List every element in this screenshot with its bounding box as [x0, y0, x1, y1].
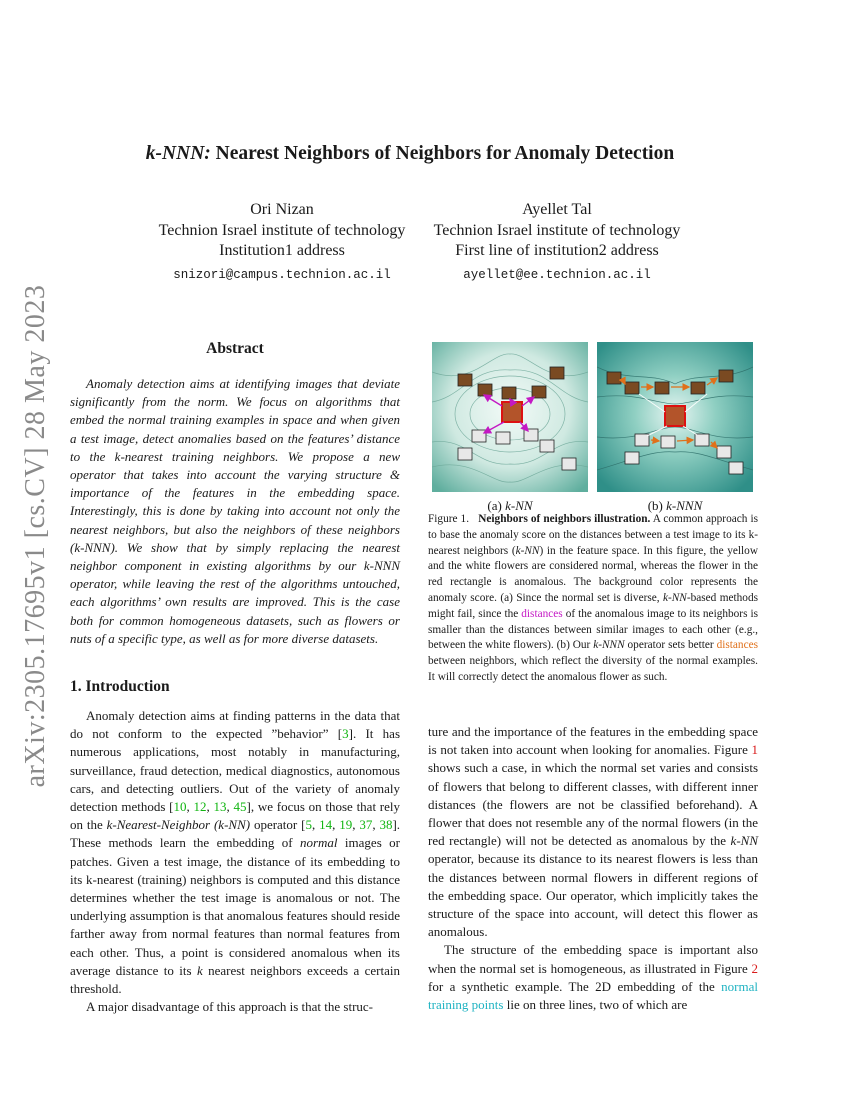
- citation-link[interactable]: 37: [359, 817, 373, 833]
- citation-link[interactable]: 12: [193, 799, 207, 815]
- citation-link[interactable]: 10: [173, 799, 187, 815]
- right-paragraph-1: ture and the importance of the features in the embedding space is not taken into account when looking for anomalies. Figure 1 shows such a case, in which the normal set varies and consists of flowers that belong to different classes, with different inner distances (the flowers are not be classified beforehand). A flower that does not resemble any of the normal flowers (in the red rectangle) will not be detected as anomalous by the k-NN operator, because its distance to its nearest flowers is less than the distances between normal flowers in different regions of the embedding space. Our operator, which implicitly takes the structure of the space into account, will detect this flower as anomalous.: [428, 724, 758, 940]
- author-affiliation: Technion Israel institute of technology: [158, 221, 406, 239]
- author-block-2: [412, 200, 702, 285]
- intro-body: [70, 707, 400, 1016]
- colored-term: distances: [521, 607, 563, 620]
- citation-link[interactable]: 5: [305, 817, 312, 833]
- paper-title: [70, 143, 750, 165]
- author-email: snizori@campus.technion.ac.il: [173, 267, 391, 282]
- colored-term: distances: [716, 639, 758, 652]
- arxiv-side-stamp: arXiv:2305.17695v1 [cs.CV] 28 May 2023: [20, 284, 51, 788]
- author-affiliation: Technion Israel institute of technology: [433, 221, 681, 239]
- title-text: Nearest Neighbors of Neighbors for Anomaly Detection: [210, 143, 675, 164]
- colored-term: normal training points: [428, 978, 758, 1013]
- author-block-1: [137, 200, 427, 285]
- author-name: Ori Nizan: [250, 201, 314, 218]
- intro-paragraph-1: Anomaly detection aims at finding patterns in the data that do not conform to the expected ”behavior” [3]. It has numerous applications, most notably in manufacturing, surveillance, fraud detection, medical diagnostics, autonomous cars, and detecting outliers. Out of the variety of anomaly detection methods [10, 12, 13, 45], we focus on those that rely on the k-Nearest-Neighbor (k-NN) operator [5, 14, 19, 37, 38]. These methods learn the embedding of normal images or patches. Given a test image, the distance of its embedding to its k-nearest (training) neighbors is computed and this distance determines whether the test image is anomalous or not. The underlying assumption is that anomalous features should reside farther away from normal features than normal features from each other. Thus, a point is considered anomalous when its average distance to its k nearest neighbors exceeds a certain threshold.: [70, 708, 401, 997]
- citation-link[interactable]: 19: [339, 817, 353, 833]
- figure-ref-link[interactable]: 2: [751, 960, 758, 976]
- figure-1a-image: [432, 342, 588, 492]
- author-address: First line of institution2 address: [455, 242, 659, 259]
- citation-link[interactable]: 14: [319, 817, 333, 833]
- figure-1-caption: Figure 1. Neighbors of neighbors illustration. A common approach is to base the anomaly score on the distances between a test image to its k-nearest neighbors (k-NN) in the feature space. In this figure, the yellow and the white flowers are considered normal, whereas the flower in the red rectangle is anomalous. The background color represents the anomaly score. (a) Since the normal set is diverse, k-NN-based methods might fail, since the distances of the anomalous image to its neighbors is smaller than the distances between similar images to each other (e.g., between the white flowers). (b) Our k-NNN operator sets better distances between neighbors, which reflect the diversity of the normal examples. It will correctly detect the anomalous flower as such.: [428, 513, 758, 683]
- abstract-heading: Abstract: [206, 340, 264, 357]
- citation-link[interactable]: 38: [379, 817, 393, 833]
- figure-ref-link[interactable]: 1: [751, 742, 758, 758]
- right-paragraph-2: The structure of the embedding space is important also when the normal set is homogeneous, as illustrated in Figure 2 for a synthetic example. The 2D embedding of the normal training points lie on three lines, two of which are: [428, 942, 758, 1013]
- citation-link[interactable]: 45: [233, 799, 247, 815]
- citation-link[interactable]: 3: [342, 726, 349, 742]
- intro-heading: 1. Introduction: [70, 678, 170, 695]
- citation-link[interactable]: 13: [213, 799, 227, 815]
- author-email: ayellet@ee.technion.ac.il: [463, 267, 651, 282]
- abstract-section: [70, 340, 400, 648]
- right-column-body: [428, 723, 758, 1014]
- subfigure-b-label: (b) k-NNN: [647, 498, 703, 513]
- author-address: Institution1 address: [219, 242, 345, 259]
- abstract-text: Anomaly detection aims at identifying images that deviate significantly from the norm. We focus on algorithms that embed the normal training examples in space and when given a test image, detect anomalies based on the features’ distance to the k-nearest training neighbors. We propose a new operator that takes into account the varying structure & importance of the features in the embedding space. Interestingly, this is done by taking into account not only the nearest neighbors, but also the neighbors of these neighbors (k-NNN). We show that by simply replacing the nearest neighbor component in existing algorithms by our k-NNN operator, while leaving the rest of the algorithms untouched, each algorithms’ own results are improved. This is the case both for common homogeneous datasets, such as flowers or nuts of a specific type, as well as for more diverse datasets.: [70, 376, 400, 646]
- author-name: Ayellet Tal: [522, 201, 592, 218]
- intro-paragraph-2: A major disadvantage of this approach is that the struc-: [86, 999, 374, 1015]
- figure-1b-image: [597, 342, 753, 492]
- title-method-name: k-NNN:: [145, 143, 211, 164]
- subfigure-a-label: (a) k-NN: [487, 498, 533, 513]
